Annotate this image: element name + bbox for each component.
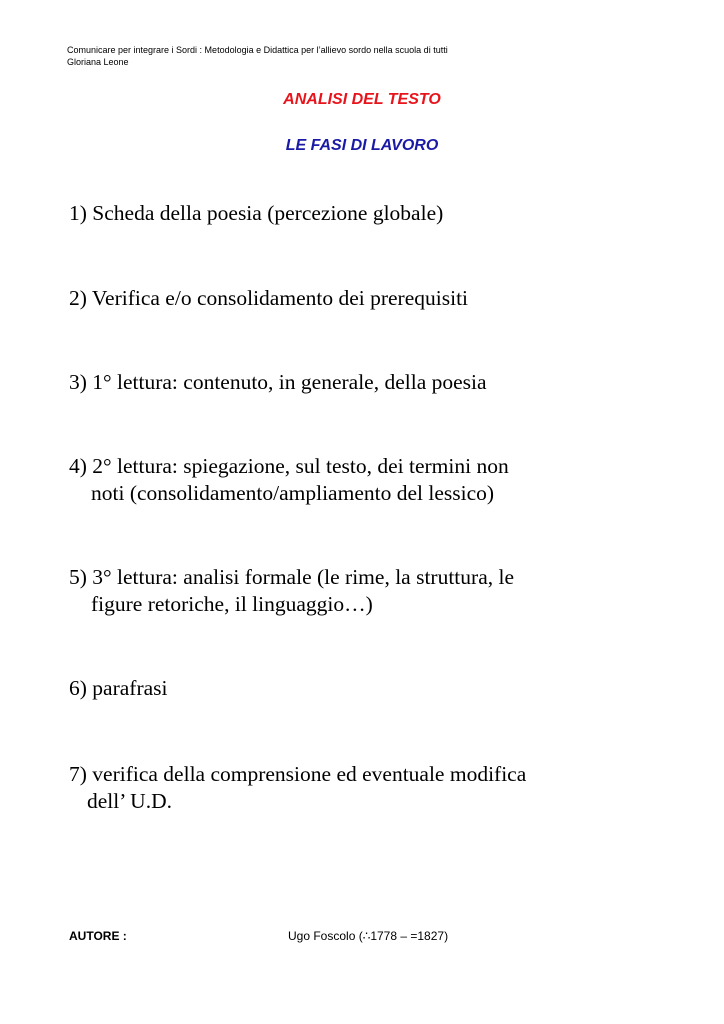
author-value: Ugo Foscolo (∴1778 – =1827) [288,929,449,943]
page-subtitle: LE FASI DI LAVORO [285,137,439,154]
step-4-text: 4) 2° lettura: spiegazione, sul testo, dei termini non [69,454,509,478]
page-title: ANALISI DEL TESTO [283,91,441,108]
step-item-3 [69,369,669,396]
step-item-6 [69,675,669,702]
step-7-text-continued: dell’ U.D. [87,789,172,813]
step-7-text: 7) verifica della comprensione ed eventuale modifica [69,762,527,786]
step-item-4 [69,453,669,507]
step-2-text: 2) Verifica e/o consolidamento dei prerequisiti [69,286,469,310]
step-1-text: 1) Scheda della poesia (percezione globale) [69,201,444,225]
step-3-text: 3) 1° lettura: contenuto, in generale, della poesia [69,370,487,394]
step-item-7 [69,761,669,815]
header-author: Gloriana Leone [67,57,129,67]
step-5-text-continued: figure retoriche, il linguaggio…) [91,592,373,616]
step-item-5 [69,564,669,618]
document-header [67,44,448,68]
header-line-1: Comunicare per integrare i Sordi : Metodologia e Didattica per l’allievo sordo nella scuola di tutti [67,45,448,55]
step-item-2 [69,285,669,312]
step-item-1 [69,200,669,227]
step-4-text-continued: noti (consolidamento/ampliamento del lessico) [91,481,495,505]
step-6-text: 6) parafrasi [69,676,168,700]
step-5-text: 5) 3° lettura: analisi formale (le rime, la struttura, le [69,565,515,589]
author-label: AUTORE : [69,929,127,943]
